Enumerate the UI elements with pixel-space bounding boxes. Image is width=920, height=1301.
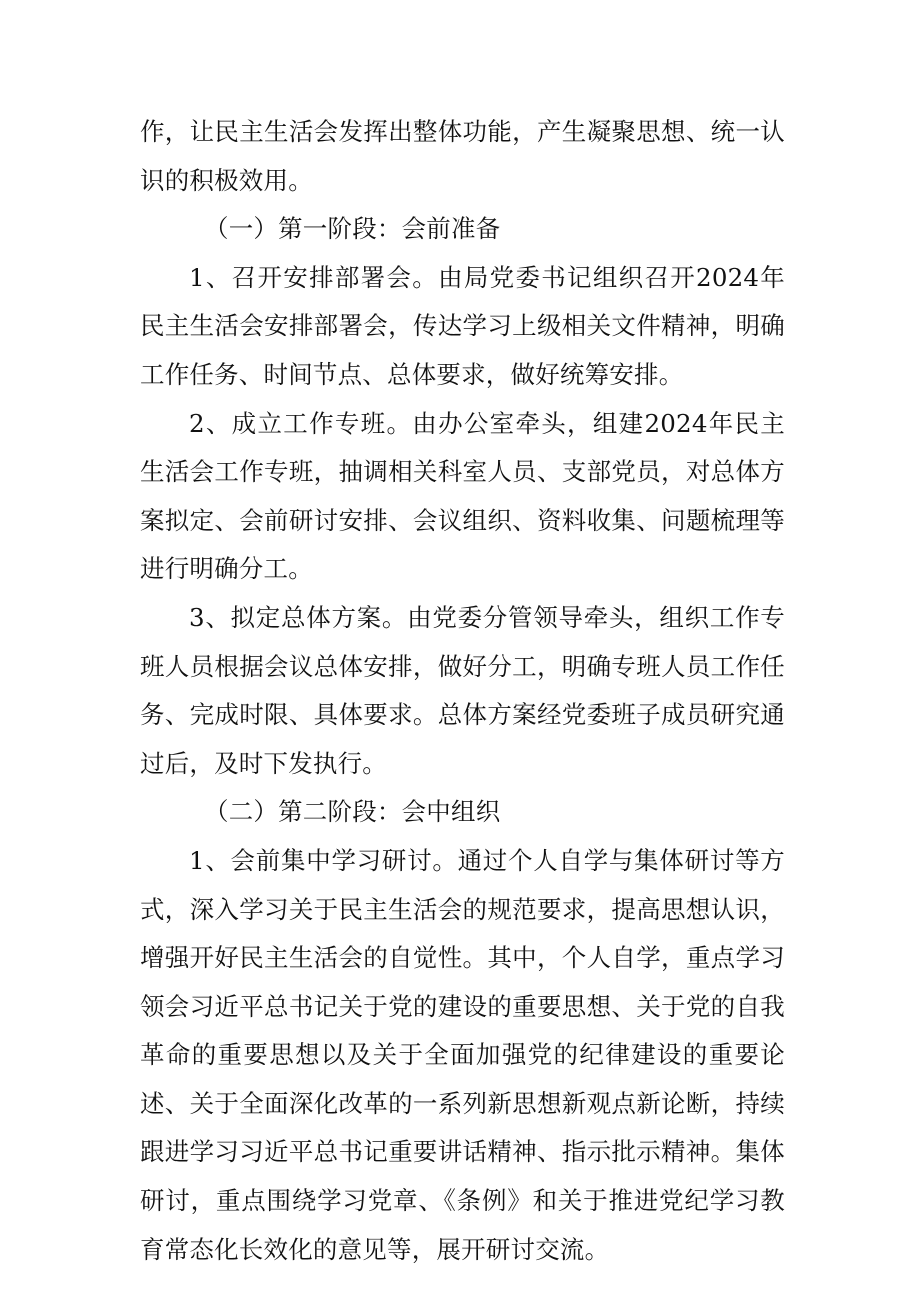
paragraph-overall-plan: 3、拟定总体方案。由党委分管领导牵头，组织工作专班人员根据会议总体安排，做好分工，明确专班人员工作任务、完成时限、具体要求。总体方案经党委班子成员研究通过后，及时下发执行。 xyxy=(140,602,785,778)
paragraph-study-discussion: 1、会前集中学习研讨。通过个人自学与集体研讨等方式，深入学习关于民主生活会的规范要求，提高思想认识，增强开好民主生活会的自觉性。其中，个人自学，重点学习领会习近平总书记关于党的建设的重要思想、关于党的自我革命的重要思想以及关于全面加强党的纪律建设的重要论述、关于全面深化改革的一系列新思想新观点新论断，持续跟进学习习近平总书记重要讲话精神、指示批示精神。集体研讨，重点围绕学习党章、《条例》和关于推进党纪学习教育常态化长效化的意见等，展开研讨交流。 xyxy=(140,845,785,1264)
paragraph-continuation: 作，让民主生活会发挥出整体功能，产生凝聚思想、统一认识的积极效用。 xyxy=(140,117,785,195)
section-heading-stage-one: （一）第一阶段：会前准备 xyxy=(204,214,501,244)
section-heading-stage-two: （二）第二阶段：会中组织 xyxy=(204,797,501,827)
paragraph-work-team: 2、成立工作专班。由办公室牵头，组建2024年民主生活会工作专班，抽调相关科室人员、支部党员，对总体方案拟定、会前研讨安排、会议组织、资料收集、问题梳理等进行明确分工。 xyxy=(140,408,785,584)
document-body xyxy=(140,108,785,1274)
paragraph-arrange-meeting: 1、召开安排部署会。由局党委书记组织召开2024年民主生活会安排部署会，传达学习上级相关文件精神，明确工作任务、时间节点、总体要求，做好统筹安排。 xyxy=(140,262,785,389)
